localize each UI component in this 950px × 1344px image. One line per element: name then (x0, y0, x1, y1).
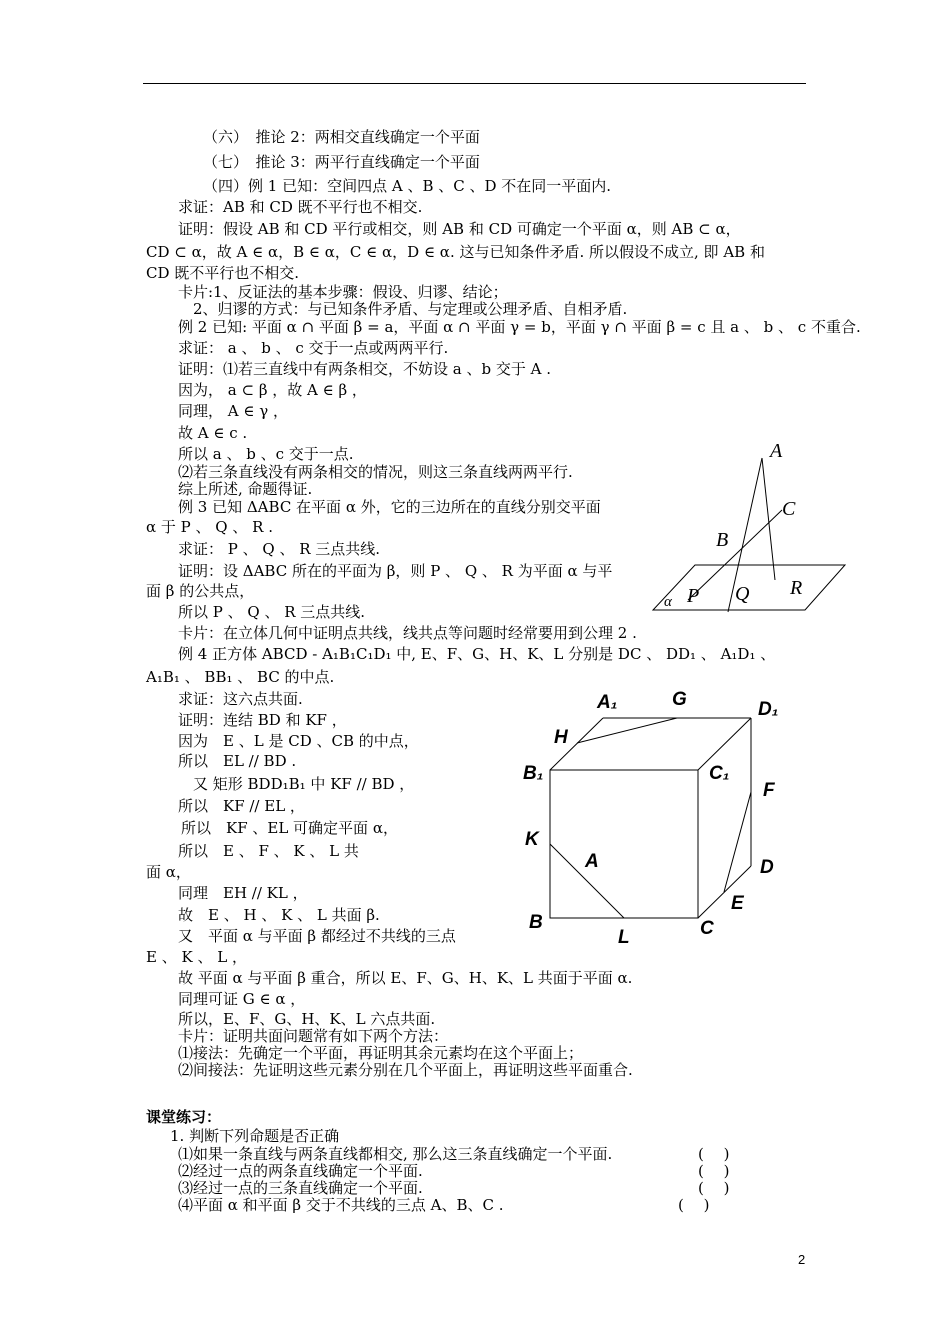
text-line: 故 A ∈ c . (178, 424, 248, 442)
text-line: 同理可证 G ∈ α ， (178, 990, 306, 1008)
text-line: 因为 E 、L 是 CD 、CB 的中点， (178, 732, 419, 750)
text-line: （四）例 1 已知：空间四点 A 、B 、C 、D 不在同一平面内. (203, 177, 612, 195)
label-b1: B₁ (523, 763, 544, 784)
answer-blank[interactable]: ( ) (698, 1179, 730, 1197)
text-line: 所以 E 、 F 、 K 、 L 共 (178, 842, 359, 860)
text-line: 求证： P 、 Q 、 R 三点共线. (178, 540, 381, 558)
text-line: 卡片：在立体几何中证明点共线，线共点等问题时经常要用到公理 2 . (178, 624, 637, 642)
label-p: P (687, 585, 700, 607)
label-r: R (790, 577, 803, 599)
label-g: G (672, 689, 687, 710)
exercise-item: ⑷平面 α 和平面 β 交于不共线的三点 A、B、C . (178, 1196, 504, 1214)
text-line: 又 矩形 BDD₁B₁ 中 KF // BD ， (193, 775, 415, 793)
text-line: 故 平面 α 与平面 β 重合，所以 E、F、G、H、K、L 共面于平面 α. (178, 969, 633, 987)
text-line: A₁B₁ 、 BB₁ 、 BC 的中点. (146, 668, 335, 686)
label-h: H (554, 727, 568, 748)
text-line: E 、 K 、 L ， (146, 948, 247, 966)
exercise-item: ⑵经过一点的两条直线确定一个平面. (178, 1162, 423, 1180)
text-line: 证明：设 ΔABC 所在的平面为 β，则 P 、 Q 、 R 为平面 α 与平 (178, 562, 613, 580)
exercise-item: ⑴如果一条直线与两条直线都相交, 那么这三条直线确定一个平面. (178, 1145, 613, 1163)
text-line: ⑵若三条直线没有两条相交的情况，则这三条直线两两平行. (178, 463, 573, 481)
text-line: 所以 a 、 b 、c 交于一点. (178, 445, 354, 463)
text-line: 例 4 正方体 ABCD - A₁B₁C₁D₁ 中, E、F、G、H、K、L 分别是 DC 、 DD₁ 、 A₁D₁ 、 (178, 645, 776, 663)
text-line: 求证：这六点共面. (178, 690, 303, 708)
label-b: B (716, 529, 729, 551)
text-line: 同理， A ∈ γ ， (178, 402, 288, 420)
label-k: K (525, 829, 539, 850)
label-a: A (770, 440, 783, 462)
text-line: 卡片:1、反证法的基本步骤：假设、归谬、结论； (178, 283, 508, 301)
label-c: C (700, 918, 714, 939)
exercise-question: 1. 判断下列命题是否正确 (170, 1127, 340, 1145)
text-line: （六） 推论 2：两相交直线确定一个平面 (203, 128, 480, 146)
answer-blank[interactable]: ( ) (698, 1162, 730, 1180)
text-line: 例 3 已知 ΔABC 在平面 α 外，它的三边所在的直线分别交平面 (178, 498, 601, 516)
label-c1: C₁ (709, 763, 730, 784)
text-line: 2、归谬的方式：与已知条件矛盾、与定理或公理矛盾、自相矛盾. (193, 300, 628, 318)
text-line: CD 既不平行也不相交. (146, 264, 300, 282)
text-line: ⑴接法：先确定一个平面，再证明其余元素均在这个平面上； (178, 1044, 584, 1062)
text-line: CD ⊂ α，故 A ∈ α，B ∈ α，C ∈ α，D ∈ α. 这与已知条件矛盾. 所以假设不成立, 即 AB 和 (146, 243, 765, 261)
label-f: F (763, 780, 775, 801)
label-q: Q (735, 583, 750, 605)
page-number: 2 (798, 1252, 806, 1267)
text-line: 求证：AB 和 CD 既不平行也不相交. (178, 198, 423, 216)
cube-figure (515, 685, 790, 945)
label-d: D (760, 857, 774, 878)
text-line: 综上所述, 命题得证. (178, 480, 313, 498)
text-line: 所以 P 、 Q 、 R 三点共线. (178, 603, 366, 621)
text-line: 求证： a 、 b 、 c 交于一点或两两平行. (178, 339, 449, 357)
label-d1: D₁ (758, 699, 779, 720)
text-line: 面 β 的公共点， (146, 582, 255, 600)
text-line: 证明：假设 AB 和 CD 平行或相交，则 AB 和 CD 可确定一个平面 α，则 AB ⊂ α， (178, 220, 741, 238)
exercise-heading: 课堂练习： (146, 1108, 222, 1126)
label-alpha: α (664, 594, 672, 610)
text-line: 又 平面 α 与平面 β 都经过不共线的三点 (178, 927, 456, 945)
label-l: L (618, 927, 630, 945)
segment-hg (577, 718, 677, 743)
label-a: A (585, 851, 599, 872)
segment-ef (724, 792, 751, 892)
answer-blank[interactable]: ( ) (678, 1196, 710, 1214)
cube-front-face (550, 770, 698, 918)
text-line: 证明：连结 BD 和 KF ， (178, 711, 347, 729)
text-line: 面 α， (146, 863, 191, 881)
text-line: 卡片：证明共面问题常有如下两个方法： (178, 1027, 449, 1045)
label-c: C (782, 498, 796, 520)
text-line: 因为， a ⊂ β ，故 A ∈ β ， (178, 381, 367, 399)
answer-blank[interactable]: ( ) (698, 1145, 730, 1163)
triangle-plane-figure (640, 430, 850, 620)
label-e: E (731, 893, 744, 914)
header-rule (143, 83, 806, 84)
text-line: 故 E 、 H 、 K 、 L 共面 β. (178, 906, 380, 924)
label-a1: A₁ (597, 692, 618, 713)
text-line: 所以 EL // BD . (178, 752, 297, 770)
text-line: 所以，E、F、G、H、K、L 六点共面. (178, 1010, 436, 1028)
text-line: α 于 P 、 Q 、 R . (146, 518, 273, 536)
exercise-item: ⑶经过一点的三条直线确定一个平面. (178, 1179, 423, 1197)
text-line: 同理 EH // KL ， (178, 884, 308, 902)
label-b: B (529, 912, 543, 933)
text-line: 证明：⑴若三直线中有两条相交，不妨设 a 、b 交于 A . (178, 360, 551, 378)
text-line: 例 2 已知: 平面 α ∩ 平面 β = a，平面 α ∩ 平面 γ = b，平面 γ ∩ 平面 β = c 且 a 、 b 、 c 不重合. (178, 318, 861, 336)
text-line: （七） 推论 3：两平行直线确定一个平面 (203, 153, 480, 171)
text-line: ⑵间接法：先证明这些元素分别在几个平面上，再证明这些平面重合. (178, 1061, 633, 1079)
text-line: 所以 KF 、EL 可确定平面 α， (181, 819, 398, 837)
text-line: 所以 KF // EL ， (178, 797, 305, 815)
